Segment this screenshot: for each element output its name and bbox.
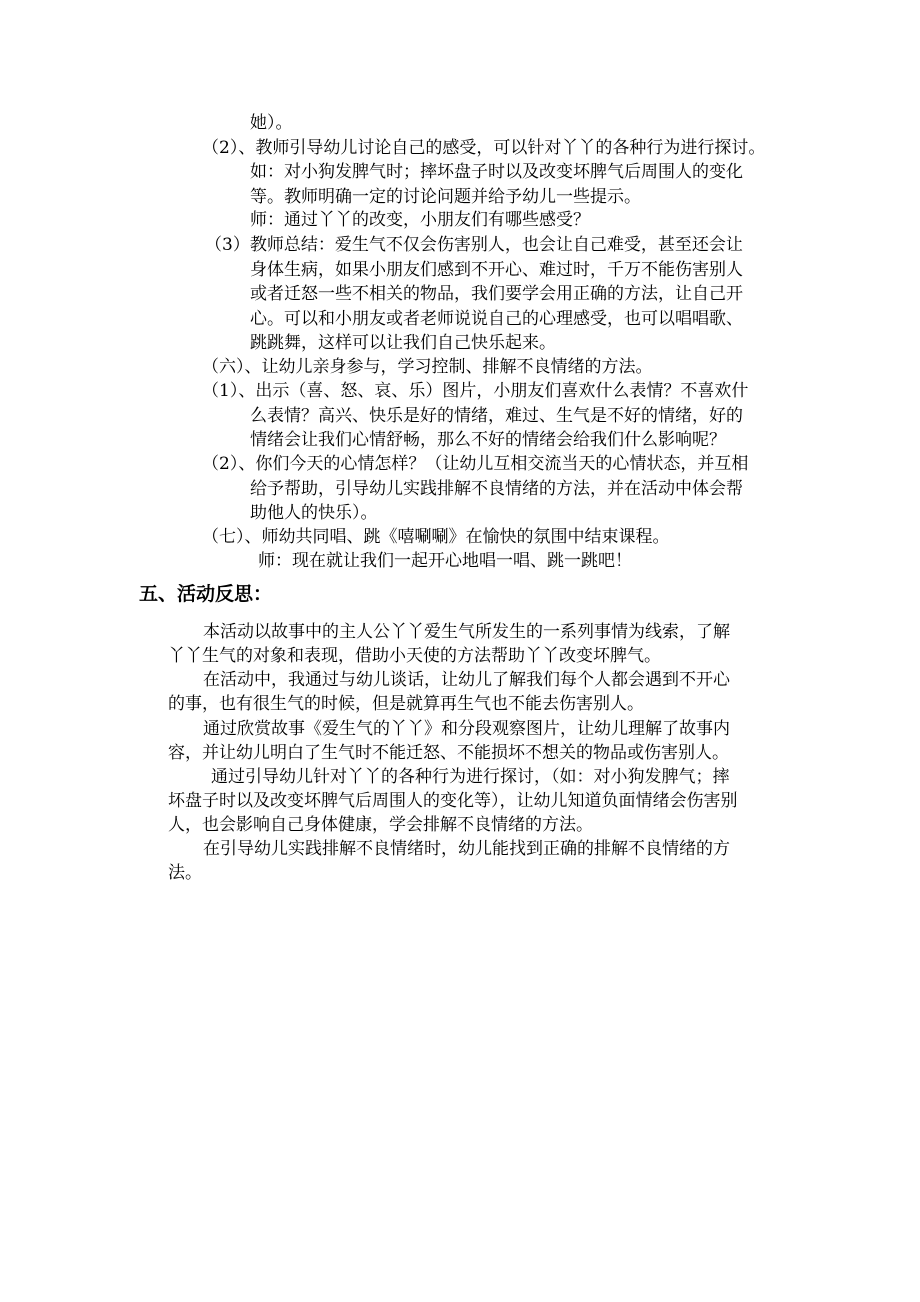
text-line: 或者迁怒一些不相关的物品，我们要学会用正确的方法，让自己开	[250, 284, 743, 304]
text-line: （六）、让幼儿亲身参与，学习控制、排解不良情绪的方法。	[202, 357, 653, 377]
text-line: 给予帮助，引导幼儿实践排解不良情绪的方法，并在活动中体会帮	[250, 479, 743, 499]
text-line: 丫丫生气的对象和表现，借助小天使的方法帮助丫丫改变坏脾气。	[168, 646, 661, 666]
text-line: 容，并让幼儿明白了生气时不能迁怒、不能损坏不想关的物品或伤害别人。	[168, 743, 729, 763]
text-line: 通过引导幼儿针对丫丫的各种行为进行探讨，（如：对小狗发脾气；摔	[211, 767, 730, 787]
text-line: 人，也会影响自己身体健康，学会排解不良情绪的方法。	[168, 815, 593, 835]
text-line: 通过欣赏故事《爱生气的丫丫》和分段观察图片，让幼儿理解了故事内	[203, 719, 730, 739]
text-line: 坏盘子时以及改变坏脾气后周围人的变化等），让幼儿知道负面情绪会伤害别	[168, 791, 738, 811]
text-line: 她）。	[250, 113, 293, 133]
text-line: 跳跳舞，这样可以让我们自己快乐起来。	[250, 333, 556, 353]
text-line: 么表情？高兴、快乐是好的情绪，难过、生气是不好的情绪，好的	[250, 406, 743, 426]
text-line: 在引导幼儿实践排解不良情绪时，幼儿能找到正确的排解不良情绪的方	[203, 839, 730, 859]
text-line: 等。教师明确一定的讨论问题并给予幼儿一些提示。	[250, 187, 641, 207]
text-line: 师：现在就让我们一起开心地唱一唱、跳一跳吧！	[258, 551, 632, 571]
text-line: 法。	[168, 863, 202, 883]
section-heading: 五、活动反思：	[139, 583, 273, 605]
text-line: （3）教师总结：爱生气不仅会伤害别人，也会让自己难受，甚至还会让	[205, 235, 743, 255]
text-line: 本活动以故事中的主人公丫丫爱生气所发生的一系列事情为线索，了解	[203, 622, 730, 642]
text-line: 情绪会让我们心情舒畅，那么不好的情绪会给我们什么影响呢？	[250, 430, 726, 450]
text-line: （1）、出示（喜、怒、哀、乐）图片，小朋友们喜欢什么表情？不喜欢什	[202, 381, 749, 401]
text-line: 如：对小狗发脾气时；摔坏盘子时以及改变坏脾气后周围人的变化	[250, 162, 743, 182]
text-line: （2）、教师引导幼儿讨论自己的感受，可以针对丫丫的各种行为进行探讨。	[202, 138, 766, 158]
text-line: 助他人的快乐）。	[250, 503, 378, 523]
text-line: 身体生病，如果小朋友们感到不开心、难过时，千万不能伤害别人	[250, 260, 743, 280]
text-line: 心。可以和小朋友或者老师说说自己的心理感受，也可以唱唱歌、	[250, 309, 743, 329]
text-line: 师：通过丫丫的改变，小朋友们有哪些感受？	[250, 210, 590, 230]
text-line: （2）、你们今天的心情怎样？（让幼儿互相交流当天的心情状态，并互相	[202, 454, 749, 474]
text-line: （七）、师幼共同唱、跳《嘻唰唰》在愉快的氛围中结束课程。	[202, 527, 670, 547]
text-line: 的事，也有很生气的时候，但是就算再生气也不能去伤害别人。	[168, 694, 644, 714]
text-line: 在活动中，我通过与幼儿谈话，让幼儿了解我们每个人都会遇到不开心	[203, 670, 730, 690]
